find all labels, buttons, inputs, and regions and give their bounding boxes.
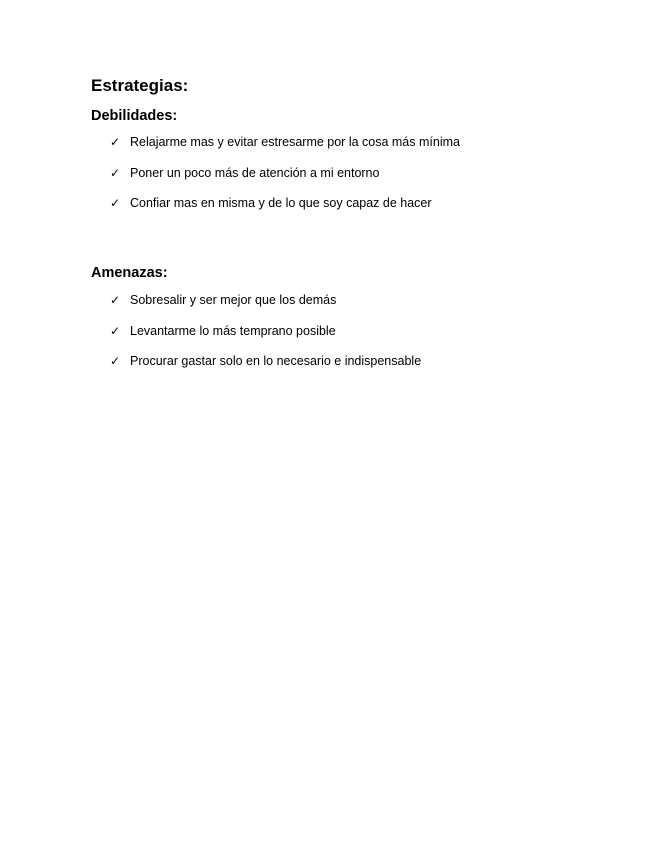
list-item-text: Relajarme mas y evitar estresarme por la cosa más mínima xyxy=(130,135,460,149)
checkmark-icon: ✓ xyxy=(110,354,121,368)
checkmark-icon: ✓ xyxy=(110,323,121,338)
section-heading-debilidades: Debilidades: xyxy=(91,108,178,124)
list-item-text: Confiar mas en misma y de lo que soy capaz de hacer xyxy=(130,196,432,210)
list-item-text: Levantarme lo más temprano posible xyxy=(130,323,336,338)
section-heading-amenazas: Amenazas: xyxy=(91,265,168,281)
checkmark-icon: ✓ xyxy=(110,293,121,307)
page-title: Estrategias: xyxy=(91,76,189,95)
checkmark-icon: ✓ xyxy=(110,165,121,180)
checkmark-icon: ✓ xyxy=(110,196,121,210)
list-item-text: Poner un poco más de atención a mi entorno xyxy=(130,165,380,180)
list-item-text: Procurar gastar solo en lo necesario e indispensable xyxy=(130,354,422,368)
checkmark-icon: ✓ xyxy=(110,135,121,149)
list-item-text: Sobresalir y ser mejor que los demás xyxy=(130,293,337,307)
